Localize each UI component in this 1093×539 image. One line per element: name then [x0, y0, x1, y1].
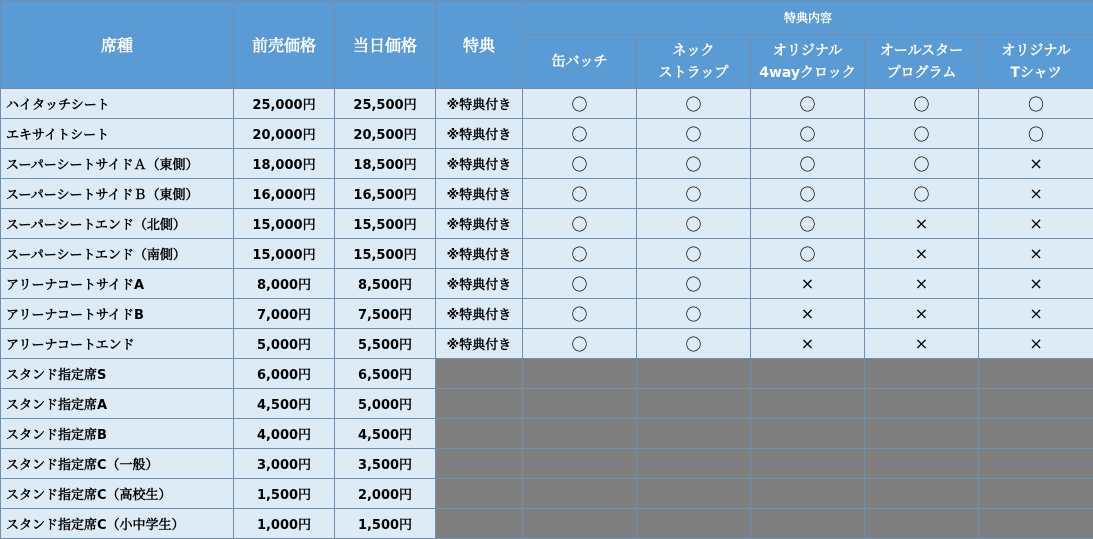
presale-price: 1,500円 [234, 479, 335, 509]
sameday-price: 16,500円 [335, 179, 436, 209]
table-row [1, 269, 1093, 299]
bonus-mark: 〇 [637, 119, 751, 149]
presale-price: 16,000円 [234, 179, 335, 209]
table-row [1, 419, 1093, 449]
empty-cell [523, 359, 637, 389]
bonus-mark: 〇 [523, 149, 637, 179]
bonus-mark: 〇 [523, 209, 637, 239]
bonus-flag: ※特典付き [436, 329, 523, 359]
bonus-mark: 〇 [637, 89, 751, 119]
presale-price: 4,000円 [234, 419, 335, 449]
sameday-price: 15,500円 [335, 239, 436, 269]
header-seat: 席種 [1, 1, 234, 89]
empty-cell [751, 509, 865, 539]
seat-name: スタンド指定席C（一般） [1, 449, 234, 479]
bonus-mark: 〇 [523, 119, 637, 149]
header-item-line2: プログラム [886, 64, 957, 81]
seat-name: スーパーシートサイドＢ（東側） [1, 179, 234, 209]
bonus-mark: 〇 [865, 89, 979, 119]
seat-name: アリーナコートエンド [1, 329, 234, 359]
presale-price: 5,000円 [234, 329, 335, 359]
bonus-flag: ※特典付き [436, 119, 523, 149]
bonus-mark: × [979, 269, 1093, 299]
seat-name: スタンド指定席C（高校生） [1, 479, 234, 509]
bonus-mark: 〇 [865, 149, 979, 179]
presale-price: 25,000円 [234, 89, 335, 119]
bonus-mark: 〇 [751, 239, 865, 269]
bonus-mark: × [865, 239, 979, 269]
header-item-line1: オールスター [879, 42, 964, 59]
header-item-0 [523, 35, 637, 89]
bonus-mark: × [979, 209, 1093, 239]
bonus-mark: × [979, 149, 1093, 179]
sameday-price: 15,500円 [335, 209, 436, 239]
sameday-price: 18,500円 [335, 149, 436, 179]
sameday-price: 2,000円 [335, 479, 436, 509]
table-row [1, 209, 1093, 239]
header-item-line2: ストラップ [658, 64, 729, 81]
empty-cell [637, 449, 751, 479]
bonus-flag: ※特典付き [436, 269, 523, 299]
empty-cell [523, 419, 637, 449]
table-row [1, 509, 1093, 539]
empty-cell [637, 509, 751, 539]
presale-price: 3,000円 [234, 449, 335, 479]
empty-cell [436, 479, 523, 509]
bonus-mark: × [865, 299, 979, 329]
bonus-mark: × [979, 179, 1093, 209]
bonus-flag: ※特典付き [436, 299, 523, 329]
header-presale: 前売価格 [234, 1, 335, 89]
bonus-mark: 〇 [523, 239, 637, 269]
header-bonus-contents: 特典内容 [523, 1, 1093, 35]
table-row [1, 329, 1093, 359]
presale-price: 18,000円 [234, 149, 335, 179]
sameday-price: 3,500円 [335, 449, 436, 479]
empty-cell [637, 419, 751, 449]
bonus-mark: 〇 [751, 179, 865, 209]
seat-name: アリーナコートサイドA [1, 269, 234, 299]
empty-cell [436, 419, 523, 449]
empty-cell [436, 449, 523, 479]
table-row [1, 119, 1093, 149]
presale-price: 15,000円 [234, 239, 335, 269]
empty-cell [865, 479, 979, 509]
bonus-mark: 〇 [637, 209, 751, 239]
bonus-mark: × [865, 329, 979, 359]
bonus-mark: 〇 [523, 329, 637, 359]
bonus-mark: 〇 [751, 119, 865, 149]
bonus-flag: ※特典付き [436, 179, 523, 209]
empty-cell [751, 479, 865, 509]
bonus-flag: ※特典付き [436, 89, 523, 119]
bonus-mark: 〇 [865, 119, 979, 149]
empty-cell [979, 389, 1093, 419]
empty-cell [979, 419, 1093, 449]
header-item-line1: 缶バッチ [551, 53, 608, 70]
empty-cell [979, 479, 1093, 509]
bonus-mark: 〇 [637, 299, 751, 329]
bonus-mark: 〇 [523, 269, 637, 299]
empty-cell [436, 359, 523, 389]
seat-name: スタンド指定席B [1, 419, 234, 449]
empty-cell [865, 509, 979, 539]
empty-cell [637, 479, 751, 509]
header-item-line1: オリジナル [1001, 42, 1071, 59]
header-bonus: 特典 [436, 1, 523, 89]
empty-cell [865, 419, 979, 449]
header-item-4 [979, 35, 1093, 89]
table-row [1, 479, 1093, 509]
bonus-flag: ※特典付き [436, 149, 523, 179]
bonus-mark: 〇 [523, 89, 637, 119]
presale-price: 7,000円 [234, 299, 335, 329]
table-row [1, 89, 1093, 119]
empty-cell [637, 389, 751, 419]
table-row [1, 359, 1093, 389]
sameday-price: 5,000円 [335, 389, 436, 419]
empty-cell [979, 449, 1093, 479]
bonus-mark: × [751, 329, 865, 359]
empty-cell [751, 419, 865, 449]
empty-cell [523, 449, 637, 479]
presale-price: 8,000円 [234, 269, 335, 299]
bonus-mark: × [865, 269, 979, 299]
sameday-price: 25,500円 [335, 89, 436, 119]
sameday-price: 8,500円 [335, 269, 436, 299]
header-item-line2: 4wayクロック [759, 64, 856, 81]
seat-name: ハイタッチシート [1, 89, 234, 119]
empty-cell [751, 389, 865, 419]
seat-name: スーパーシートサイドＡ（東側） [1, 149, 234, 179]
empty-cell [523, 479, 637, 509]
header-item-line2: Tシャツ [1010, 64, 1062, 81]
empty-cell [436, 509, 523, 539]
bonus-mark: 〇 [637, 329, 751, 359]
table-body [1, 89, 1093, 539]
sameday-price: 20,500円 [335, 119, 436, 149]
empty-cell [637, 359, 751, 389]
bonus-flag: ※特典付き [436, 239, 523, 269]
sameday-price: 1,500円 [335, 509, 436, 539]
sameday-price: 6,500円 [335, 359, 436, 389]
table-row [1, 149, 1093, 179]
bonus-mark: 〇 [751, 89, 865, 119]
header-item-2 [751, 35, 865, 89]
table-header [1, 1, 1093, 89]
bonus-mark: 〇 [523, 179, 637, 209]
bonus-mark: 〇 [637, 149, 751, 179]
empty-cell [865, 449, 979, 479]
empty-cell [523, 509, 637, 539]
empty-cell [865, 389, 979, 419]
empty-cell [436, 389, 523, 419]
empty-cell [979, 359, 1093, 389]
bonus-mark: 〇 [751, 209, 865, 239]
sameday-price: 5,500円 [335, 329, 436, 359]
header-item-3 [865, 35, 979, 89]
bonus-mark: 〇 [523, 299, 637, 329]
seat-name: スタンド指定席S [1, 359, 234, 389]
table-row [1, 449, 1093, 479]
empty-cell [865, 359, 979, 389]
seat-name: アリーナコートサイドB [1, 299, 234, 329]
table-row [1, 239, 1093, 269]
table-row [1, 179, 1093, 209]
presale-price: 6,000円 [234, 359, 335, 389]
seat-name: スタンド指定席C（小中学生） [1, 509, 234, 539]
bonus-mark: × [979, 239, 1093, 269]
seat-name: スーパーシートエンド（北側） [1, 209, 234, 239]
bonus-mark: × [979, 329, 1093, 359]
presale-price: 1,000円 [234, 509, 335, 539]
header-item-1 [637, 35, 751, 89]
table-row [1, 299, 1093, 329]
bonus-mark: 〇 [979, 89, 1093, 119]
empty-cell [523, 389, 637, 419]
empty-cell [751, 449, 865, 479]
bonus-mark: 〇 [637, 239, 751, 269]
bonus-mark: 〇 [637, 269, 751, 299]
bonus-mark: × [751, 269, 865, 299]
header-item-line1: オリジナル [772, 42, 843, 59]
bonus-mark: × [751, 299, 865, 329]
header-item-line1: ネック [672, 42, 715, 59]
presale-price: 4,500円 [234, 389, 335, 419]
header-sameday: 当日価格 [335, 1, 436, 89]
bonus-mark: 〇 [751, 149, 865, 179]
seat-name: スタンド指定席A [1, 389, 234, 419]
bonus-flag: ※特典付き [436, 209, 523, 239]
presale-price: 15,000円 [234, 209, 335, 239]
bonus-mark: × [979, 299, 1093, 329]
bonus-mark: 〇 [637, 179, 751, 209]
sameday-price: 7,500円 [335, 299, 436, 329]
table-row [1, 389, 1093, 419]
bonus-mark: 〇 [865, 179, 979, 209]
bonus-mark: × [865, 209, 979, 239]
seat-name: エキサイトシート [1, 119, 234, 149]
presale-price: 20,000円 [234, 119, 335, 149]
empty-cell [979, 509, 1093, 539]
empty-cell [751, 359, 865, 389]
seat-name: スーパーシートエンド（南側） [1, 239, 234, 269]
sameday-price: 4,500円 [335, 419, 436, 449]
bonus-mark: 〇 [979, 119, 1093, 149]
